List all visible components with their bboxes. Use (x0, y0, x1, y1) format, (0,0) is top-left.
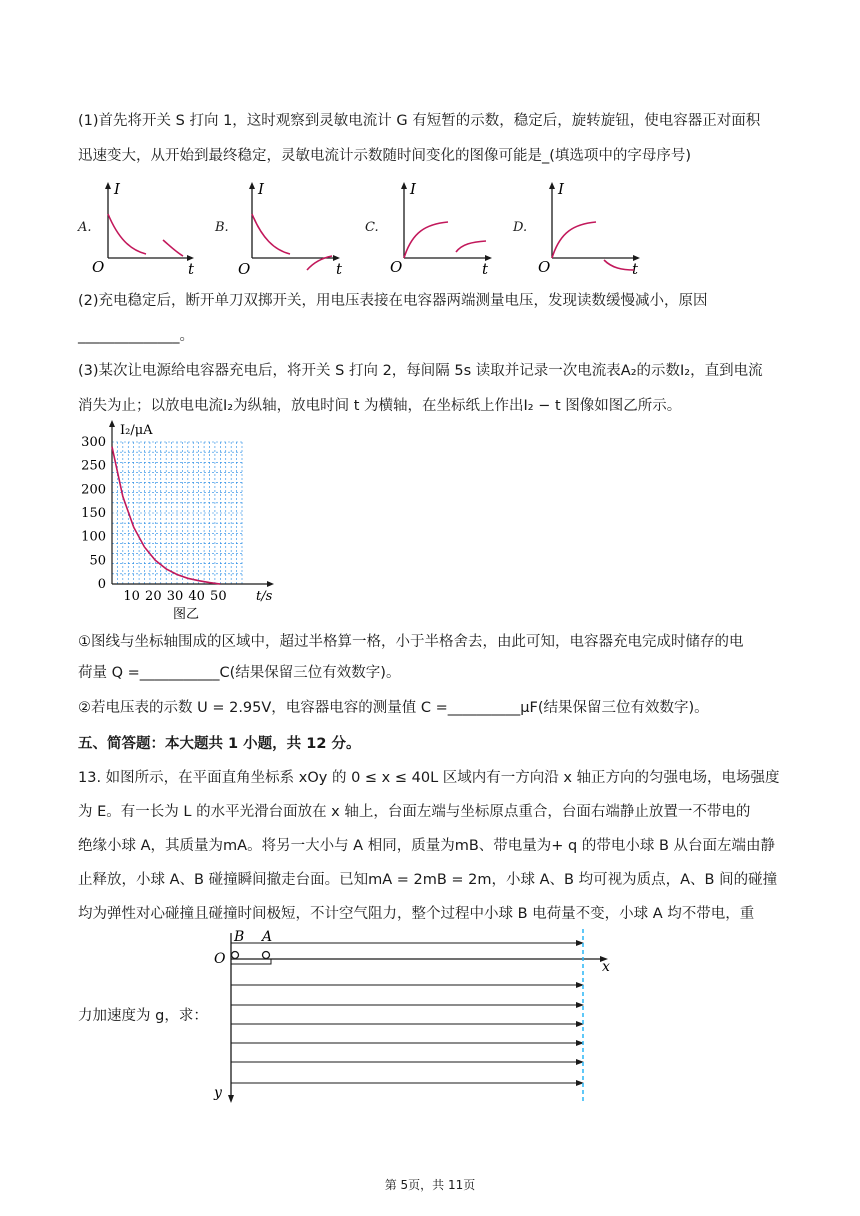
q2-line-2: ______________。 (78, 328, 194, 344)
x-tick-label: 20 (145, 589, 162, 604)
option-d-label: D. (513, 220, 528, 235)
axis-t-label: t (188, 260, 195, 276)
q3-line-2: 消失为止；以放电电流I₂为纵轴，放电时间 t 为横轴，在坐标纸上作出I₂ − t 图像如图乙所示。 (78, 398, 682, 414)
y-tick-label: 50 (89, 553, 106, 569)
x-tick-label: 40 (188, 589, 205, 604)
y-tick-label: 150 (81, 506, 106, 521)
section-heading: 五、简答题：本大题共 1 小题，共 12 分。 (78, 736, 361, 752)
axis-t-label: t (632, 260, 639, 278)
axis-t-label: t (482, 260, 489, 276)
origin-label: O (538, 258, 551, 276)
origin-label: O (238, 260, 251, 278)
axis-i-label: I (558, 180, 564, 198)
y-tick-label: 300 (81, 435, 106, 450)
option-a-graph (88, 176, 208, 276)
y-tick-label: 250 (81, 458, 106, 474)
table-surface (231, 959, 271, 964)
q13-line-3: 绝缘小球 A，其质量为mA。将另一大小与 A 相同，质量为mB、带电量为+ q 的带电小球 B 从台面左端由静 (78, 838, 776, 854)
chart-caption: 图乙 (173, 607, 200, 622)
q13-line-4: 止释放，小球 A、B 碰撞瞬间撤走台面。已知mA = 2mB = 2m，小球 A、B 均可视为质点，A、B 间的碰撞 (78, 872, 778, 888)
ball-b-label: B (234, 929, 245, 945)
x-axis-arrow (267, 581, 274, 587)
y-axis-label: y (214, 1085, 222, 1101)
chart-y-label: I₂/μA (120, 423, 153, 438)
axis-i-label: I (114, 180, 120, 198)
q2-line-1: (2)充电稳定后，断开单刀双掷开关，用电压表接在电容器两端测量电压，发现读数缓慢减小，原因 (78, 293, 708, 309)
q13-line-6: 力加速度为 g，求： (78, 1008, 208, 1024)
chart-x-ticks (123, 589, 226, 604)
ball-a (263, 952, 270, 959)
y-tick-label: 100 (81, 529, 106, 545)
q3-line-1: (3)某次让电源给电容器充电后，将开关 S 打向 2，每间隔 5s 读取并记录一次电流表A₂的示数I₂，直到电流 (78, 363, 763, 379)
origin-label: O (214, 951, 226, 967)
ball-b (232, 952, 239, 959)
y-axis-arrow (109, 420, 115, 427)
chart-y-ticks (81, 435, 106, 592)
x-tick-label: 30 (166, 589, 184, 604)
q1-line-2: 迅速变大，从开始到最终稳定，灵敏电流计示数随时间变化的图像可能是_(填选项中的字母序号) (78, 148, 692, 164)
q3-sub1-line-2: 荷量 Q =___________C(结果保留三位有效数字)。 (78, 665, 401, 681)
option-b-graph (232, 176, 352, 286)
x-tick-label: 50 (210, 589, 227, 604)
q1-line-1: (1)首先将开关 S 打向 1，这时观察到灵敏电流计 G 有短暂的示数，稳定后，旋转旋钮，使电容器正对面积 (78, 113, 761, 129)
option-d-graph (532, 176, 652, 286)
q13-line-5: 均为弹性对心碰撞且碰撞时间极短，不计空气阻力，整个过程中小球 B 电荷量不变，小球 A 均不带电，重 (78, 906, 755, 922)
axis-i-label: I (410, 180, 416, 198)
y-tick-label: 0 (97, 577, 106, 592)
x-tick-label: 10 (123, 589, 140, 604)
origin-label: O (92, 258, 105, 276)
y-tick-label: 200 (81, 482, 106, 498)
option-b-label: B. (215, 220, 229, 235)
option-c-label: C. (365, 220, 379, 235)
discharge-chart (70, 418, 290, 628)
q3-sub1-line-1: ①图线与坐标轴围成的区域中，超过半格算一格，小于半格舍去，由此可知，电容器充电完成时储存的电 (78, 634, 744, 650)
origin-label: O (390, 258, 403, 276)
ball-a-label: A (262, 929, 273, 945)
chart-grid (112, 442, 242, 584)
axis-i-label: I (258, 180, 264, 198)
chart-x-label: t/s (256, 589, 273, 604)
option-c-graph (384, 176, 504, 276)
q3-sub2-line-1: ②若电压表的示数 U = 2.95V，电容器电容的测量值 C =__________μF(结果保留三位有效数字)。 (78, 700, 709, 716)
field-lines (231, 940, 584, 1086)
q13-line-1: 13. 如图所示，在平面直角坐标系 xOy 的 0 ≤ x ≤ 40L 区域内有一方向沿 x 轴正方向的匀强电场，电场强度 (78, 770, 780, 786)
x-axis-label: x (602, 959, 610, 975)
field-diagram (210, 925, 630, 1105)
q13-line-2: 为 E。有一长为 L 的水平光滑台面放在 x 轴上，台面左端与坐标原点重合，台面右端静止放置一不带电的 (78, 804, 751, 820)
axis-t-label: t (336, 260, 343, 278)
page-footer: 第 5页，共 11页 (384, 1178, 476, 1192)
option-a-label: A. (78, 220, 92, 235)
